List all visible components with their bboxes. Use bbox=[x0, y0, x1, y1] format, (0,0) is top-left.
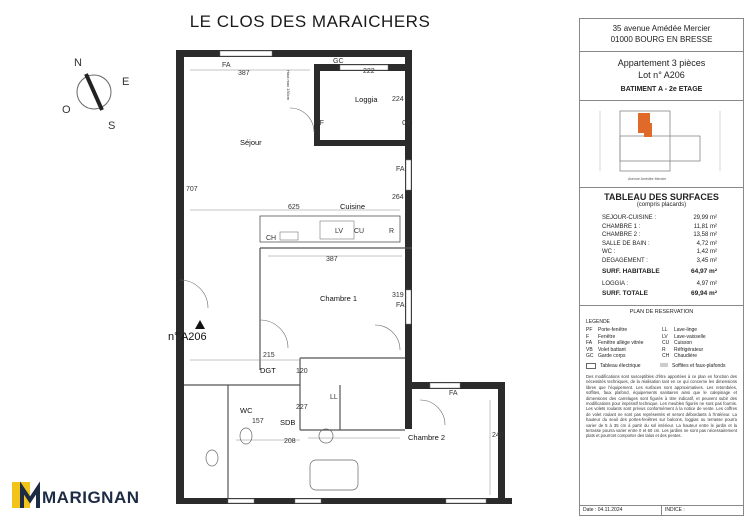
dim-264: 264 bbox=[392, 194, 404, 201]
surface-habitable-row bbox=[580, 268, 743, 277]
dim-222: 222 bbox=[363, 68, 375, 75]
code-ll: LL bbox=[330, 394, 338, 401]
apartment-type: Appartement 3 pièces bbox=[617, 58, 706, 68]
legend-text: Fenêtre bbox=[598, 333, 616, 340]
legend bbox=[580, 317, 743, 372]
surface-totale-value: 69,94 m² bbox=[690, 290, 717, 297]
surface-row bbox=[580, 223, 743, 232]
surface-totale-row bbox=[580, 290, 743, 299]
legend-code: VB bbox=[586, 346, 593, 353]
address-line1: 35 avenue Amédée Mercier bbox=[612, 24, 711, 33]
building-floor: BATIMENT A - 2e ETAGE bbox=[620, 86, 703, 93]
legend-text: Garde corps bbox=[598, 353, 626, 359]
room-loggia: Loggia bbox=[355, 95, 378, 104]
surfaces-title: TABLEAU DES SURFACES bbox=[604, 192, 719, 202]
surface-value: 3,45 m² bbox=[696, 257, 717, 264]
panel-footer bbox=[580, 505, 743, 515]
code-fa-3: FA bbox=[396, 302, 405, 309]
room-chambre2: Chambre 2 bbox=[408, 433, 446, 442]
marignan-logo bbox=[12, 480, 140, 519]
surface-row bbox=[580, 248, 743, 257]
compass-s: S bbox=[108, 120, 116, 132]
dim-227: 227 bbox=[296, 404, 308, 411]
page-title: LE CLOS DES MARAICHERS bbox=[189, 12, 431, 31]
room-dgt: DGT bbox=[260, 366, 276, 375]
date-label: Date : 04.11.2024 bbox=[580, 506, 662, 515]
key-plan bbox=[580, 101, 743, 188]
code-fa-2: FA bbox=[396, 166, 405, 173]
apartment-block bbox=[580, 52, 743, 101]
surface-label: CHAMBRE 2 : bbox=[602, 232, 641, 238]
dim-120: 120 bbox=[296, 368, 308, 375]
soffit-icon bbox=[660, 363, 668, 367]
room-sdb: SDB bbox=[280, 418, 296, 427]
compass bbox=[62, 57, 142, 142]
room-wc: WC bbox=[240, 406, 253, 415]
surface-row bbox=[580, 231, 743, 240]
legend-text: Fenêtre allège vitrée bbox=[598, 340, 644, 346]
legend-code: LL bbox=[662, 327, 668, 333]
surface-value: 1,42 m² bbox=[696, 249, 717, 255]
dim-208: 208 bbox=[284, 438, 296, 445]
floor-plan-drawing bbox=[150, 40, 570, 510]
dim-157: 157 bbox=[252, 418, 264, 425]
loggia-value: 4,97 m² bbox=[696, 280, 717, 287]
legend-code: FA bbox=[586, 340, 593, 346]
address-block bbox=[580, 19, 743, 52]
dim-215: 215 bbox=[263, 352, 275, 359]
legend-code: PF bbox=[586, 327, 593, 333]
legend-text: Chaudière bbox=[674, 353, 698, 359]
surface-habitable-label: SURF. HABITABLE bbox=[602, 268, 660, 275]
lot-number: Lot n° A206 bbox=[638, 70, 685, 80]
code-cu: CU bbox=[354, 228, 365, 235]
info-panel bbox=[579, 18, 744, 516]
compass-e: E bbox=[122, 76, 130, 88]
dim-387-top: 387 bbox=[238, 70, 250, 77]
legend-text: Lave-linge bbox=[674, 327, 698, 333]
room-sejour: Séjour bbox=[240, 138, 262, 147]
surface-totale-label: SURF. TOTALE bbox=[602, 290, 648, 297]
surface-value: 29,99 m² bbox=[693, 215, 717, 221]
key-plan-drawing bbox=[580, 101, 743, 187]
code-fa-1: FA bbox=[222, 62, 231, 69]
index-label: INDICE : bbox=[665, 507, 685, 513]
dim-240: 240 bbox=[492, 432, 504, 439]
electric-panel-icon bbox=[586, 363, 596, 369]
lot-marker-label: n° A206 bbox=[168, 331, 207, 343]
dim-625: 625 bbox=[288, 204, 300, 211]
lot-marker bbox=[168, 320, 207, 343]
legend-code: CU bbox=[662, 340, 670, 346]
legend-text: Cuisson bbox=[674, 340, 693, 346]
compass-icon bbox=[62, 62, 142, 142]
code-fa-4: FA bbox=[449, 390, 458, 397]
legend-extra-2: Soffites et faux-plafonds bbox=[672, 362, 726, 369]
legend-text: Lave-vaisselle bbox=[674, 333, 706, 340]
key-plan-caption: Avenue Amédée Mercier bbox=[628, 177, 667, 181]
surface-row bbox=[580, 240, 743, 249]
surface-habitable-value: 64,97 m² bbox=[690, 268, 717, 275]
legend-code: LV bbox=[662, 333, 668, 340]
legend-text: Réfrigérateur bbox=[674, 346, 704, 353]
marignan-logo-icon bbox=[12, 480, 46, 514]
surface-label: WC : bbox=[602, 249, 616, 255]
code-gc-2: GC bbox=[402, 120, 413, 127]
legend-text: Volet battant bbox=[598, 346, 626, 353]
code-lv: LV bbox=[335, 228, 344, 235]
surface-label: CHAMBRE 1 : bbox=[602, 223, 641, 230]
floor-plan bbox=[150, 40, 570, 510]
surface-label: SALLE DE BAIN : bbox=[602, 240, 650, 247]
dim-387-mid: 387 bbox=[326, 256, 338, 263]
disclaimer-notes: Des modifications sont susceptibles d'être apportées à ce plan en fonction des nécessités techniques, de la réalisation tant en ce qui concerne les dimensions libres que l'équipement. Les surfaces sont approximatives. Les retombées, soffites, faux plafond, équipements sanitaires ainsi que le calepinage et dimensions des carrelages sont figurés à titre indicatif, et peuvent subir des modifications pour impératif technique. Les meubles figurés ne sont pas fournis. Les volets roulants sont prévus conformément à la notice de vente. Les coffres de volet roulant ne sont pas représentés et seront débordants à l'intérieur. La hauteur du seuil des portes-fenêtres sur balcons, loggias ou terrasse pourra varier de 5 à 35 cm à partir du sol intérieur. La hauteur entre le jardin et la terrasse pourra varier entre 0 et 60 cm. Les jardins ne sont pas nécessairement plats et pourront comporter des talus et des pentes. bbox=[586, 374, 737, 439]
marignan-logo-text: MARIGNAN bbox=[42, 488, 140, 507]
compass-o: O bbox=[62, 104, 71, 116]
loggia-row bbox=[580, 280, 743, 289]
code-pf: PF bbox=[315, 120, 324, 127]
surface-row bbox=[580, 257, 743, 266]
code-gc-1: GC bbox=[333, 58, 344, 65]
legend-code: GC bbox=[586, 353, 594, 359]
plan-reservation-label: PLAN DE RESERVATION bbox=[580, 305, 743, 317]
dim-707: 707 bbox=[186, 186, 198, 193]
legend-extra-1: Tableau électrique bbox=[600, 362, 641, 369]
code-ch: CH bbox=[266, 235, 277, 242]
surface-value: 13,58 m² bbox=[693, 232, 717, 238]
legend-code: R bbox=[662, 346, 666, 353]
room-cuisine: Cuisine bbox=[340, 202, 366, 211]
dim-224: 224 bbox=[392, 96, 404, 103]
surface-value: 11,81 m² bbox=[693, 223, 717, 230]
code-haut-max: Haut max 150cm bbox=[286, 70, 291, 101]
surface-value: 4,72 m² bbox=[696, 240, 717, 247]
surfaces-subtitle: (compris placards) bbox=[636, 202, 687, 208]
surfaces-table bbox=[580, 188, 743, 299]
legend-code: F bbox=[586, 333, 590, 340]
legend-code: CH bbox=[662, 353, 670, 359]
address-line2: 01000 BOURG EN BRESSE bbox=[610, 35, 713, 44]
legend-title: LEGENDE bbox=[586, 318, 610, 325]
loggia-label: LOGGIA : bbox=[602, 280, 629, 287]
triangle-icon bbox=[195, 320, 205, 329]
compass-n: N bbox=[74, 57, 82, 69]
code-r: R bbox=[389, 228, 395, 235]
room-chambre1: Chambre 1 bbox=[320, 294, 358, 303]
dim-319: 319 bbox=[392, 292, 404, 299]
surface-label: SEJOUR-CUISINE : bbox=[602, 215, 657, 221]
legend-text: Porte-fenêtre bbox=[598, 327, 628, 333]
surface-label: DEGAGEMENT : bbox=[602, 257, 648, 264]
legend-grid bbox=[586, 327, 737, 360]
legend-extras bbox=[586, 363, 737, 370]
surface-row bbox=[580, 214, 743, 223]
